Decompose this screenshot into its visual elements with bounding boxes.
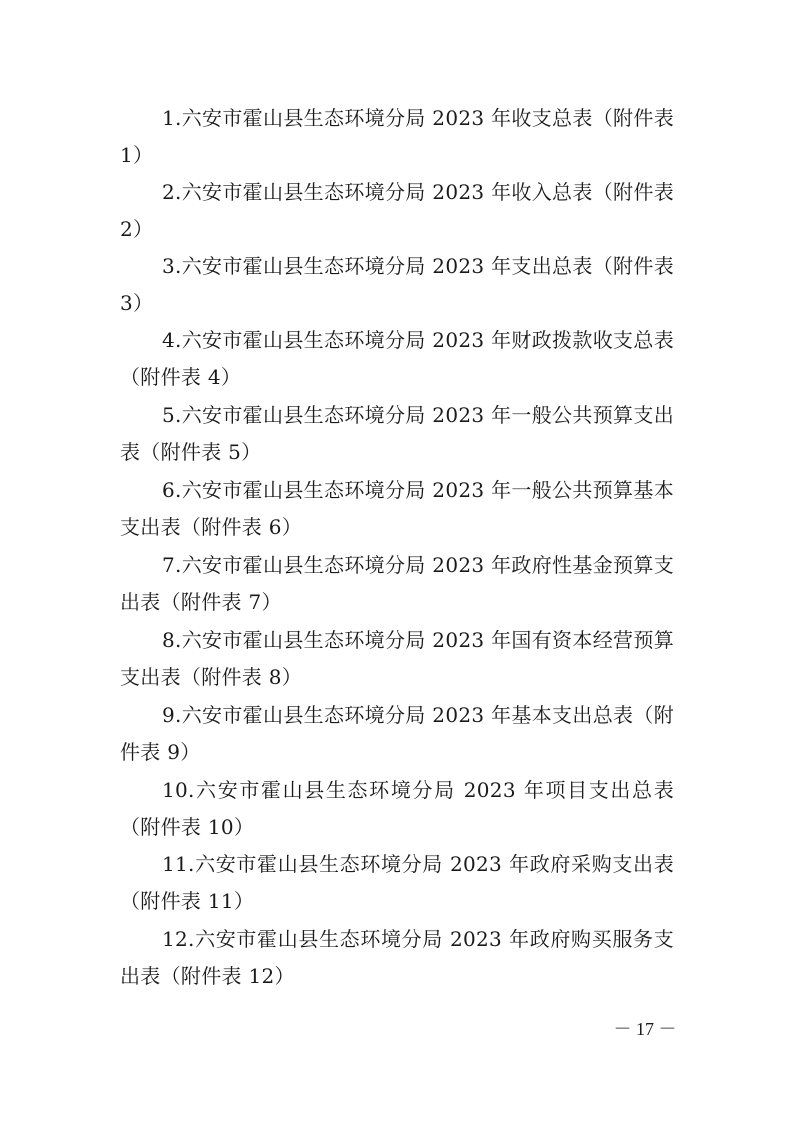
list-item-3: 3.六安市霍山县生态环境分局 2023 年支出总表（附件表3） <box>120 254 674 315</box>
list-item-8: 8.六安市霍山县生态环境分局 2023 年国有资本经营预算支出表（附件表 8） <box>120 628 674 689</box>
list-item-11: 11.六安市霍山县生态环境分局 2023 年政府采购支出表（附件表 11） <box>120 852 674 913</box>
list-item-6: 6.六安市霍山县生态环境分局 2023 年一般公共预算基本支出表（附件表 6） <box>120 478 674 539</box>
list-item-5: 5.六安市霍山县生态环境分局 2023 年一般公共预算支出表（附件表 5） <box>120 403 674 464</box>
list-item-10: 10.六安市霍山县生态环境分局 2023 年项目支出总表（附件表 10） <box>120 778 674 839</box>
list-item-4: 4.六安市霍山县生态环境分局 2023 年财政拨款收支总表（附件表 4） <box>120 328 674 389</box>
list-item-9: 9.六安市霍山县生态环境分局 2023 年基本支出总表（附件表 9） <box>120 703 674 764</box>
list-item-7: 7.六安市霍山县生态环境分局 2023 年政府性基金预算支出表（附件表 7） <box>120 553 674 614</box>
page-number: － 17 － <box>613 1019 677 1039</box>
list-item-2: 2.六安市霍山县生态环境分局 2023 年收入总表（附件表2） <box>120 180 674 241</box>
list-item-1: 1.六安市霍山县生态环境分局 2023 年收支总表（附件表1） <box>120 106 674 167</box>
list-item-12: 12.六安市霍山县生态环境分局 2023 年政府购买服务支出表（附件表 12） <box>120 927 674 988</box>
